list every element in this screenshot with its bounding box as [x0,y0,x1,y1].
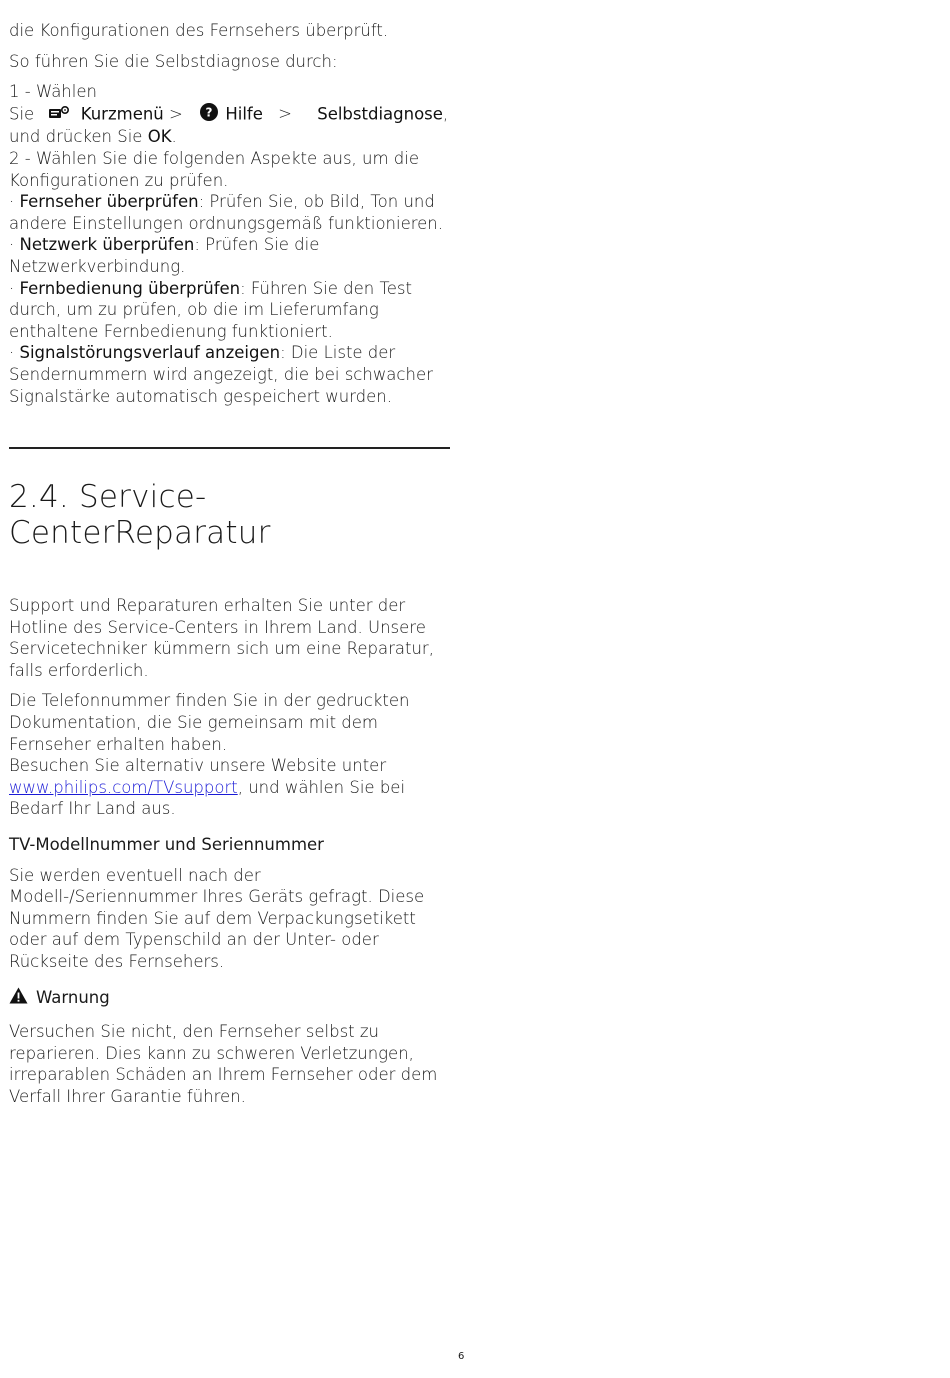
step-1-sie: Sie [9,104,35,124]
bullet-label: Netzwerk überprüfen [19,235,195,255]
step-1-path [9,103,449,127]
bullet-text: : Führen Sie den Test durch, um zu prüfen, ob die im Lieferumfang enthaltene Fernbedienung funktioniert. [9,278,412,341]
paragraph-website [9,755,449,820]
step-1-ok-line [9,126,449,148]
bullet-label: Signalstörungsverlauf anzeigen [19,343,281,363]
bullet-label: Fernbedienung überprüfen [19,278,241,298]
step-2: 2 - Wählen Sie die folgenden Aspekte aus, um die Konfigurationen zu prüfen. [9,148,420,190]
quick-menu-icon [49,104,69,126]
menu-selbstdiagnose: Selbstdiagnose [317,104,443,124]
warning-icon [9,987,28,1010]
warning-label: Warnung [36,988,110,1008]
subheading-model-number: TV-Modellnummer und Seriennummer [9,835,324,855]
content-column [9,20,449,1108]
step-1-ok-text: und drücken Sie [9,127,148,147]
paragraph-phone: Die Telefonnummer finden Sie in der gedruckten Dokumentation, die Sie gemeinsam mit dem Fernseher erhalten haben. [9,691,410,754]
comma: , [442,104,449,124]
bullet-text: : Die Liste der Sendernummern wird angezeigt, die bei schwacher Signalstärke automatisch gespeichert wurden. [9,343,433,406]
menu-kurzmenu: Kurzmenü [80,104,164,124]
how-to-text: So führen Sie die Selbstdiagnose durch: [9,51,338,71]
bullet-text: : Prüfen Sie, ob Bild, Ton und andere Einstellungen ordnungsgemäß funktionieren. [9,192,444,233]
warning-heading [9,987,449,1010]
bullet-item: · Netzwerk überprüfen: Prüfen Sie die Netzwerkverbindung. [9,235,320,276]
warning-text: Versuchen Sie nicht, den Fernseher selbst zu reparieren. Dies kann zu schweren Verletzungen, irreparablen Schäden an Ihrem Fernseher oder dem Verfall Ihrer Garantie führen. [9,1022,438,1106]
path-separator: > [169,104,183,124]
paragraph-model-number: Sie werden eventuell nach der Modell-/Seriennummer Ihres Geräts gefragt. Diese Nummern finden Sie auf dem Verpackungsetikett oder auf dem Typenschild an der Unter- oder Rückseite des Fernsehers. [9,865,425,971]
intro-tail: die Konfigurationen des Fernsehers überprüft. [9,21,389,40]
bullet-text: : Prüfen Sie die Netzwerkverbindung. [9,235,320,276]
bullet-label: Fernseher überprüfen [19,192,199,212]
website-text-end: , und wählen Sie bei Bedarf Ihr Land aus. [9,777,406,819]
path-separator: > [278,104,292,124]
svg-text:?: ? [205,105,213,120]
page-number: 6 [458,1351,465,1362]
period: . [171,127,177,147]
section-divider [9,447,450,449]
bullet-item: · Fernseher überprüfen: Prüfen Sie, ob Bild, Ton und andere Einstellungen ordnungsgemäß funktionieren. [9,192,444,233]
bullet-item: · Signalstörungsverlauf anzeigen: Die Liste der Sendernummern wird angezeigt, die bei schwacher Signalstärke automatisch gespeichert wurden. [9,343,433,406]
step-1-prefix: 1 - Wählen [9,82,97,102]
section-title: 2.4. Service-CenterReparatur [9,479,271,552]
ok-key: OK [147,127,172,147]
help-icon [200,103,218,127]
website-text: Besuchen Sie alternativ unsere Website unter [9,756,387,776]
philips-support-link[interactable]: www.philips.com/TVsupport [9,777,238,797]
menu-hilfe: Hilfe [225,104,263,124]
paragraph-support: Support und Reparaturen erhalten Sie unter der Hotline des Service-Centers in Ihrem Land. Unsere Servicetechniker kümmern sich um eine Reparatur, falls erforderlich. [9,596,434,680]
bullet-item: · Fernbedienung überprüfen: Führen Sie den Test durch, um zu prüfen, ob die im Lieferumfang enthaltene Fernbedienung funktioniert. [9,278,412,341]
